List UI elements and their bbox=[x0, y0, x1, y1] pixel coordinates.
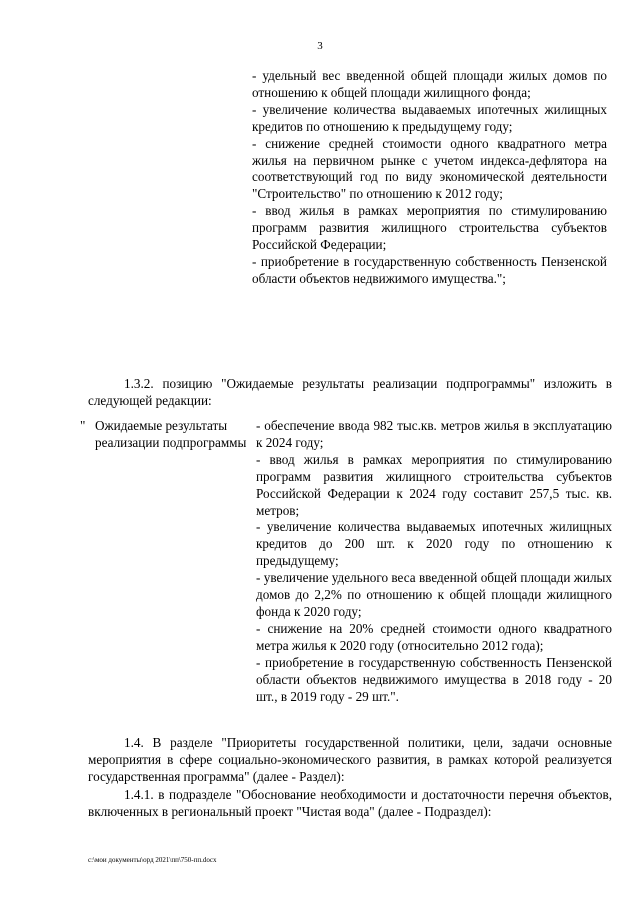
paragraph-text: 1.3.2. позицию "Ожидаемые результаты реализации подпрограммы" изложить в следующей редакции: bbox=[88, 376, 612, 408]
table-item: - снижение на 20% средней стоимости одного квадратного метра жилья к 2020 году (относительно 2012 года); bbox=[256, 620, 612, 653]
top-list bbox=[252, 68, 607, 288]
paragraph-text: 1.4. В разделе "Приоритеты государственной политики, цели, задачи основные мероприятия в сфере социально-экономического развития, в рамках которой реализуется государственная программа" (далее - Раздел): bbox=[88, 735, 612, 784]
list-item: - ввод жилья в рамках мероприятия по стимулированию программ развития жилищного строительства субъектов Российской Федерации; bbox=[252, 203, 607, 253]
list-item: - снижение средней стоимости одного квадратного метра жилья на первичном рынке с учетом индекса-дефлятора на соответствующий год по виду экономической деятельности "Строительство" по отношению к 2012 году; bbox=[252, 135, 607, 202]
table-item: - ввод жилья в рамках мероприятия по стимулированию программ развития жилищного строительства субъектов Российской Федерации к 2024 году составит 257,5 тыс. кв. метров; bbox=[256, 451, 612, 518]
table-item: - приобретение в государственную собственность Пензенской области объектов недвижимого имущества в 2018 году - 20 шт., в 2019 году - 29 шт.". bbox=[256, 654, 612, 704]
table-item: - увеличение количества выдаваемых ипотечных жилищных кредитов до 200 шт. к 2020 году по отношению к предыдущему; bbox=[256, 519, 612, 569]
table-item: - обеспечение ввода 982 тыс.кв. метров жилья в эксплуатацию к 2024 году; bbox=[256, 418, 612, 450]
list-item: - приобретение в государственную собственность Пензенской области объектов недвижимого имущества."; bbox=[252, 253, 607, 286]
paragraph-1-4 bbox=[88, 735, 612, 786]
paragraph-1-3-2 bbox=[88, 376, 612, 410]
paragraph-text: 1.4.1. в подразделе "Обоснование необходимости и достаточности перечня объектов, включенных в региональный проект "Чистая вода" (далее - Подраздел): bbox=[88, 787, 612, 819]
table-label: Ожидаемые результаты реализации подпрограммы bbox=[95, 418, 247, 450]
paragraph-1-4-1 bbox=[88, 787, 612, 821]
opening-quote: " bbox=[80, 418, 86, 433]
file-path-footer: c:\мои документы\орд 2021\пп\750-пп.docx bbox=[88, 856, 217, 864]
list-item: - удельный вес введенной общей площади жилых домов по отношению к общей площади жилищного фонда; bbox=[252, 68, 607, 100]
table-items bbox=[256, 418, 612, 705]
table-item: - увеличение удельного веса введенной общей площади жилых домов до 2,2% по отношению к общей площади жилищного фонда к 2020 году; bbox=[256, 570, 612, 619]
page-number: 3 bbox=[317, 40, 323, 52]
list-item: - увеличение количества выдаваемых ипотечных жилищных кредитов по отношению к предыдущему году; bbox=[252, 101, 607, 134]
